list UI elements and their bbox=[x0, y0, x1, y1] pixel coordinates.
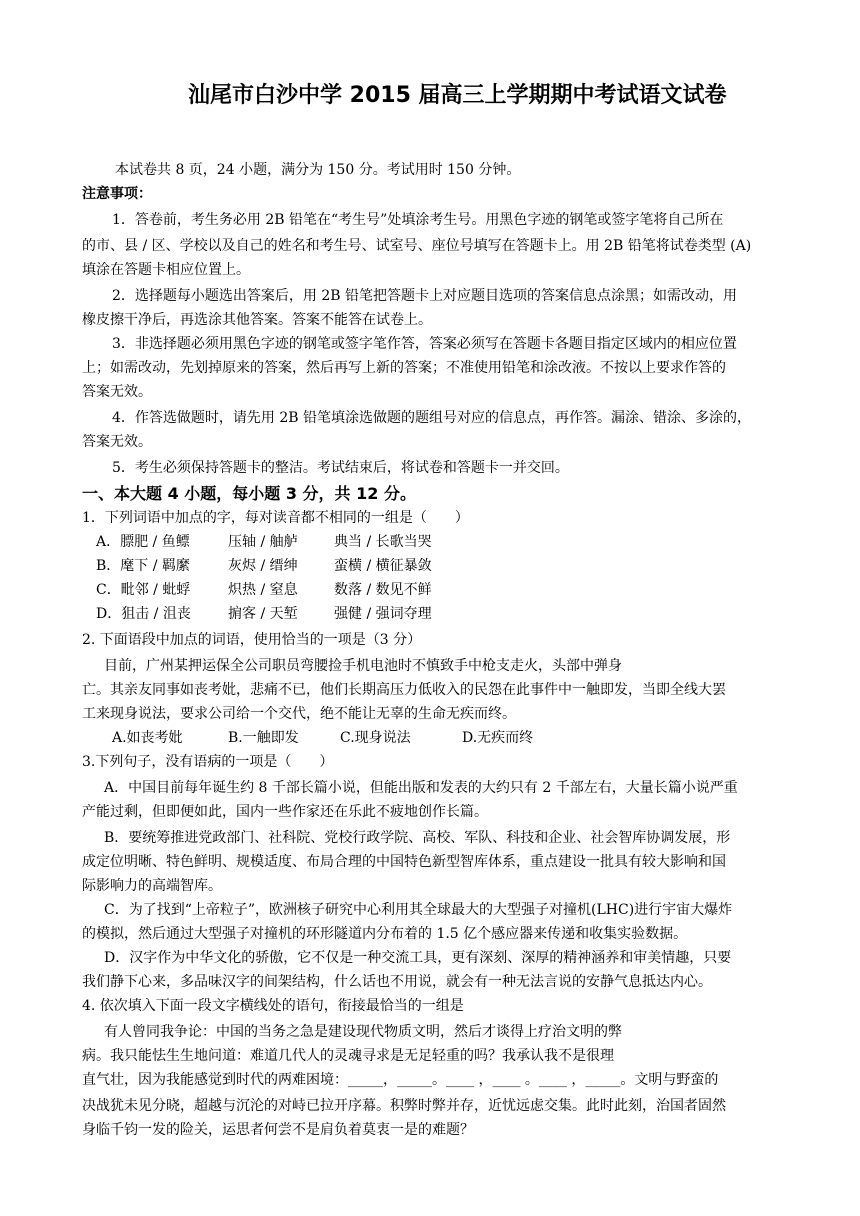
exam-intro: 本试卷共 8 页，24 小题，满分为 150 分。考试用时 150 分钟。 bbox=[115, 162, 521, 178]
q4-passage-line: 身临千钧一发的险关，运思者何尝不是肩负着莫衷一是的难题？ bbox=[82, 1122, 474, 1138]
q1-option-d-3: 强健 / 强词夺理 bbox=[334, 606, 432, 622]
q1-option-a-2: 压轴 / 舳舻 bbox=[228, 534, 298, 550]
q3-line: A．中国目前每年诞生约 8 千部长篇小说，但能出版和发表的大约只有 2 千部左右，大量长篇小说严重 bbox=[104, 780, 738, 796]
q4-passage-line: 有人曾同我争论：中国的当务之急是建设现代物质文明，然后才谈得上疗治文明的弊 bbox=[104, 1024, 622, 1040]
notice-line: 4．作答选做题时，请先用 2B 铅笔填涂选做题的题组号对应的信息点，再作答。漏涂、错涂、多涂的， bbox=[112, 410, 752, 426]
q3-line: 成定位明晰、特色鲜明、规模适度、布局合理的中国特色新型智库体系，重点建设一批具有较大影响和国 bbox=[82, 854, 726, 870]
q2-option-a: A.如丧考妣 bbox=[112, 730, 183, 746]
q1-option-b-2: 灰烬 / 缙绅 bbox=[228, 558, 298, 574]
q2-option-b: B.一触即发 bbox=[228, 730, 299, 746]
q1-stem: 1．下列词语中加点的字，每对读音都不相同的一组是（ ） bbox=[82, 510, 469, 526]
notice-line: 的市、县 / 区、学校以及自己的姓名和考生号、试室号、座位号填写在答题卡上。用 2B 铅笔将试卷类型 (A) bbox=[82, 238, 752, 254]
notice-line: 2．选择题每小题选出答案后，用 2B 铅笔把答题卡上对应题目选项的答案信息点涂黑；如需改动，用 bbox=[112, 288, 738, 304]
notice-line: 3．非选择题必须用黑色字迹的钢笔或签字笔作答，答案必须写在答题卡各题目指定区域内的相应位置 bbox=[112, 336, 737, 352]
q1-option-b-1: B．麾下 / 羁縻 bbox=[96, 558, 190, 574]
q2-passage-line: 工来现身说法，要求公司给一个交代，绝不能让无辜的生命无疾而终。 bbox=[82, 706, 516, 722]
q1-option-a-3: 典当 / 长歌当哭 bbox=[334, 534, 432, 550]
q1-option-b-3: 蛮横 / 横征暴敛 bbox=[334, 558, 432, 574]
q3-line: C．为了找到“上帝粒子”，欧洲核子研究中心利用其全球最大的大型强子对撞机(LHC)进行宇宙大爆炸 bbox=[104, 902, 733, 918]
q1-option-d-2: 掮客 / 天堑 bbox=[228, 606, 298, 622]
q4-passage-line: 直气壮，因为我能感觉到时代的两难困境：_____，_____。____ ，____ 。____ ，_____。文明与野蛮的 bbox=[82, 1072, 719, 1088]
q3-line: D．汉字作为中华文化的骄傲，它不仅是一种交流工具，更有深刻、深厚的精神涵养和审美情趣，只要 bbox=[104, 950, 732, 966]
notice-line: 答案无效。 bbox=[82, 384, 152, 400]
notice-line: 答案无效。 bbox=[82, 434, 152, 450]
notice-line: 5．考生必须保持答题卡的整洁。考试结束后，将试卷和答题卡一并交回。 bbox=[112, 460, 569, 476]
q2-passage-line: 亡。其亲友同事如丧考妣，悲痛不已，他们长期高压力低收入的民怨在此事件中一触即发，当即全线大罢 bbox=[82, 682, 726, 698]
q3-line: 的模拟，然后通过大型强子对撞机的环形隧道内分布着的 1.5 亿个感应器来传递和收集实验数据。 bbox=[82, 926, 688, 942]
q4-passage-line: 病。我只能怯生生地问道：难道几代人的灵魂寻求是无足轻重的吗？我承认我不是很理 bbox=[82, 1048, 614, 1064]
q3-line: 际影响力的高端智库。 bbox=[82, 878, 222, 894]
notice-line: 1．答卷前，考生务必用 2B 铅笔在“考生号”处填涂考生号。用黑色字迹的钢笔或签字笔将自己所在 bbox=[112, 212, 724, 228]
q4-stem: 4. 依次填入下面一段文字横线处的语句，衔接最恰当的一组是 bbox=[82, 998, 464, 1014]
q3-line: 我们静下心来，多品味汉字的间架结构，什么话也不用说，就会有一种无法言说的安静气息抵达内心。 bbox=[82, 974, 712, 990]
q1-option-c-3: 数落 / 数见不鲜 bbox=[334, 582, 432, 598]
exam-title: 汕尾市白沙中学 2015 届高三上学期期中考试语文试卷 bbox=[188, 83, 727, 108]
q2-option-d: D.无疾而终 bbox=[462, 730, 534, 746]
q3-line: 产能过剩，但即便如此，国内一些作家还在乐此不疲地创作长篇。 bbox=[82, 804, 488, 820]
q1-option-c-1: C．毗邻 / 蚍蜉 bbox=[96, 582, 191, 598]
q1-option-c-2: 炽热 / 窒息 bbox=[228, 582, 298, 598]
section-heading: 一、本大题 4 小题，每小题 3 分，共 12 分。 bbox=[82, 484, 416, 503]
q2-option-c: C.现身说法 bbox=[340, 730, 411, 746]
q3-line: B．要统筹推进党政部门、社科院、党校行政学院、高校、军队、科技和企业、社会智库协调发展，形 bbox=[104, 830, 731, 846]
q4-passage-line: 决战犹未见分晓，超越与沉沦的对峙已拉开序幕。积弊时弊并存，近忧远虑交集。此时此刻，治国者固然 bbox=[82, 1098, 726, 1114]
q1-option-d-1: D．狙击 / 沮丧 bbox=[96, 606, 191, 622]
q1-option-a-1: A．膘肥 / 鱼鳔 bbox=[96, 534, 190, 550]
notice-line: 填涂在答题卡相应位置上。 bbox=[82, 262, 250, 278]
q2-stem: 2. 下面语段中加点的词语，使用恰当的一项是（3 分） bbox=[82, 632, 422, 648]
notice-line: 橡皮擦干净后，再选涂其他答案。答案不能答在试卷上。 bbox=[82, 312, 432, 328]
q2-passage-line: 目前，广州某押运保全公司职员弯腰捡手机电池时不慎致手中枪支走火，头部中弹身 bbox=[104, 658, 622, 674]
notice-heading: 注意事项： bbox=[82, 186, 152, 202]
notice-line: 上；如需改动，先划掉原来的答案，然后再写上新的答案；不准使用铅笔和涂改液。不按以上要求作答的 bbox=[82, 360, 726, 376]
q3-stem: 3.下列句子，没有语病的一项是（ ） bbox=[82, 754, 334, 770]
